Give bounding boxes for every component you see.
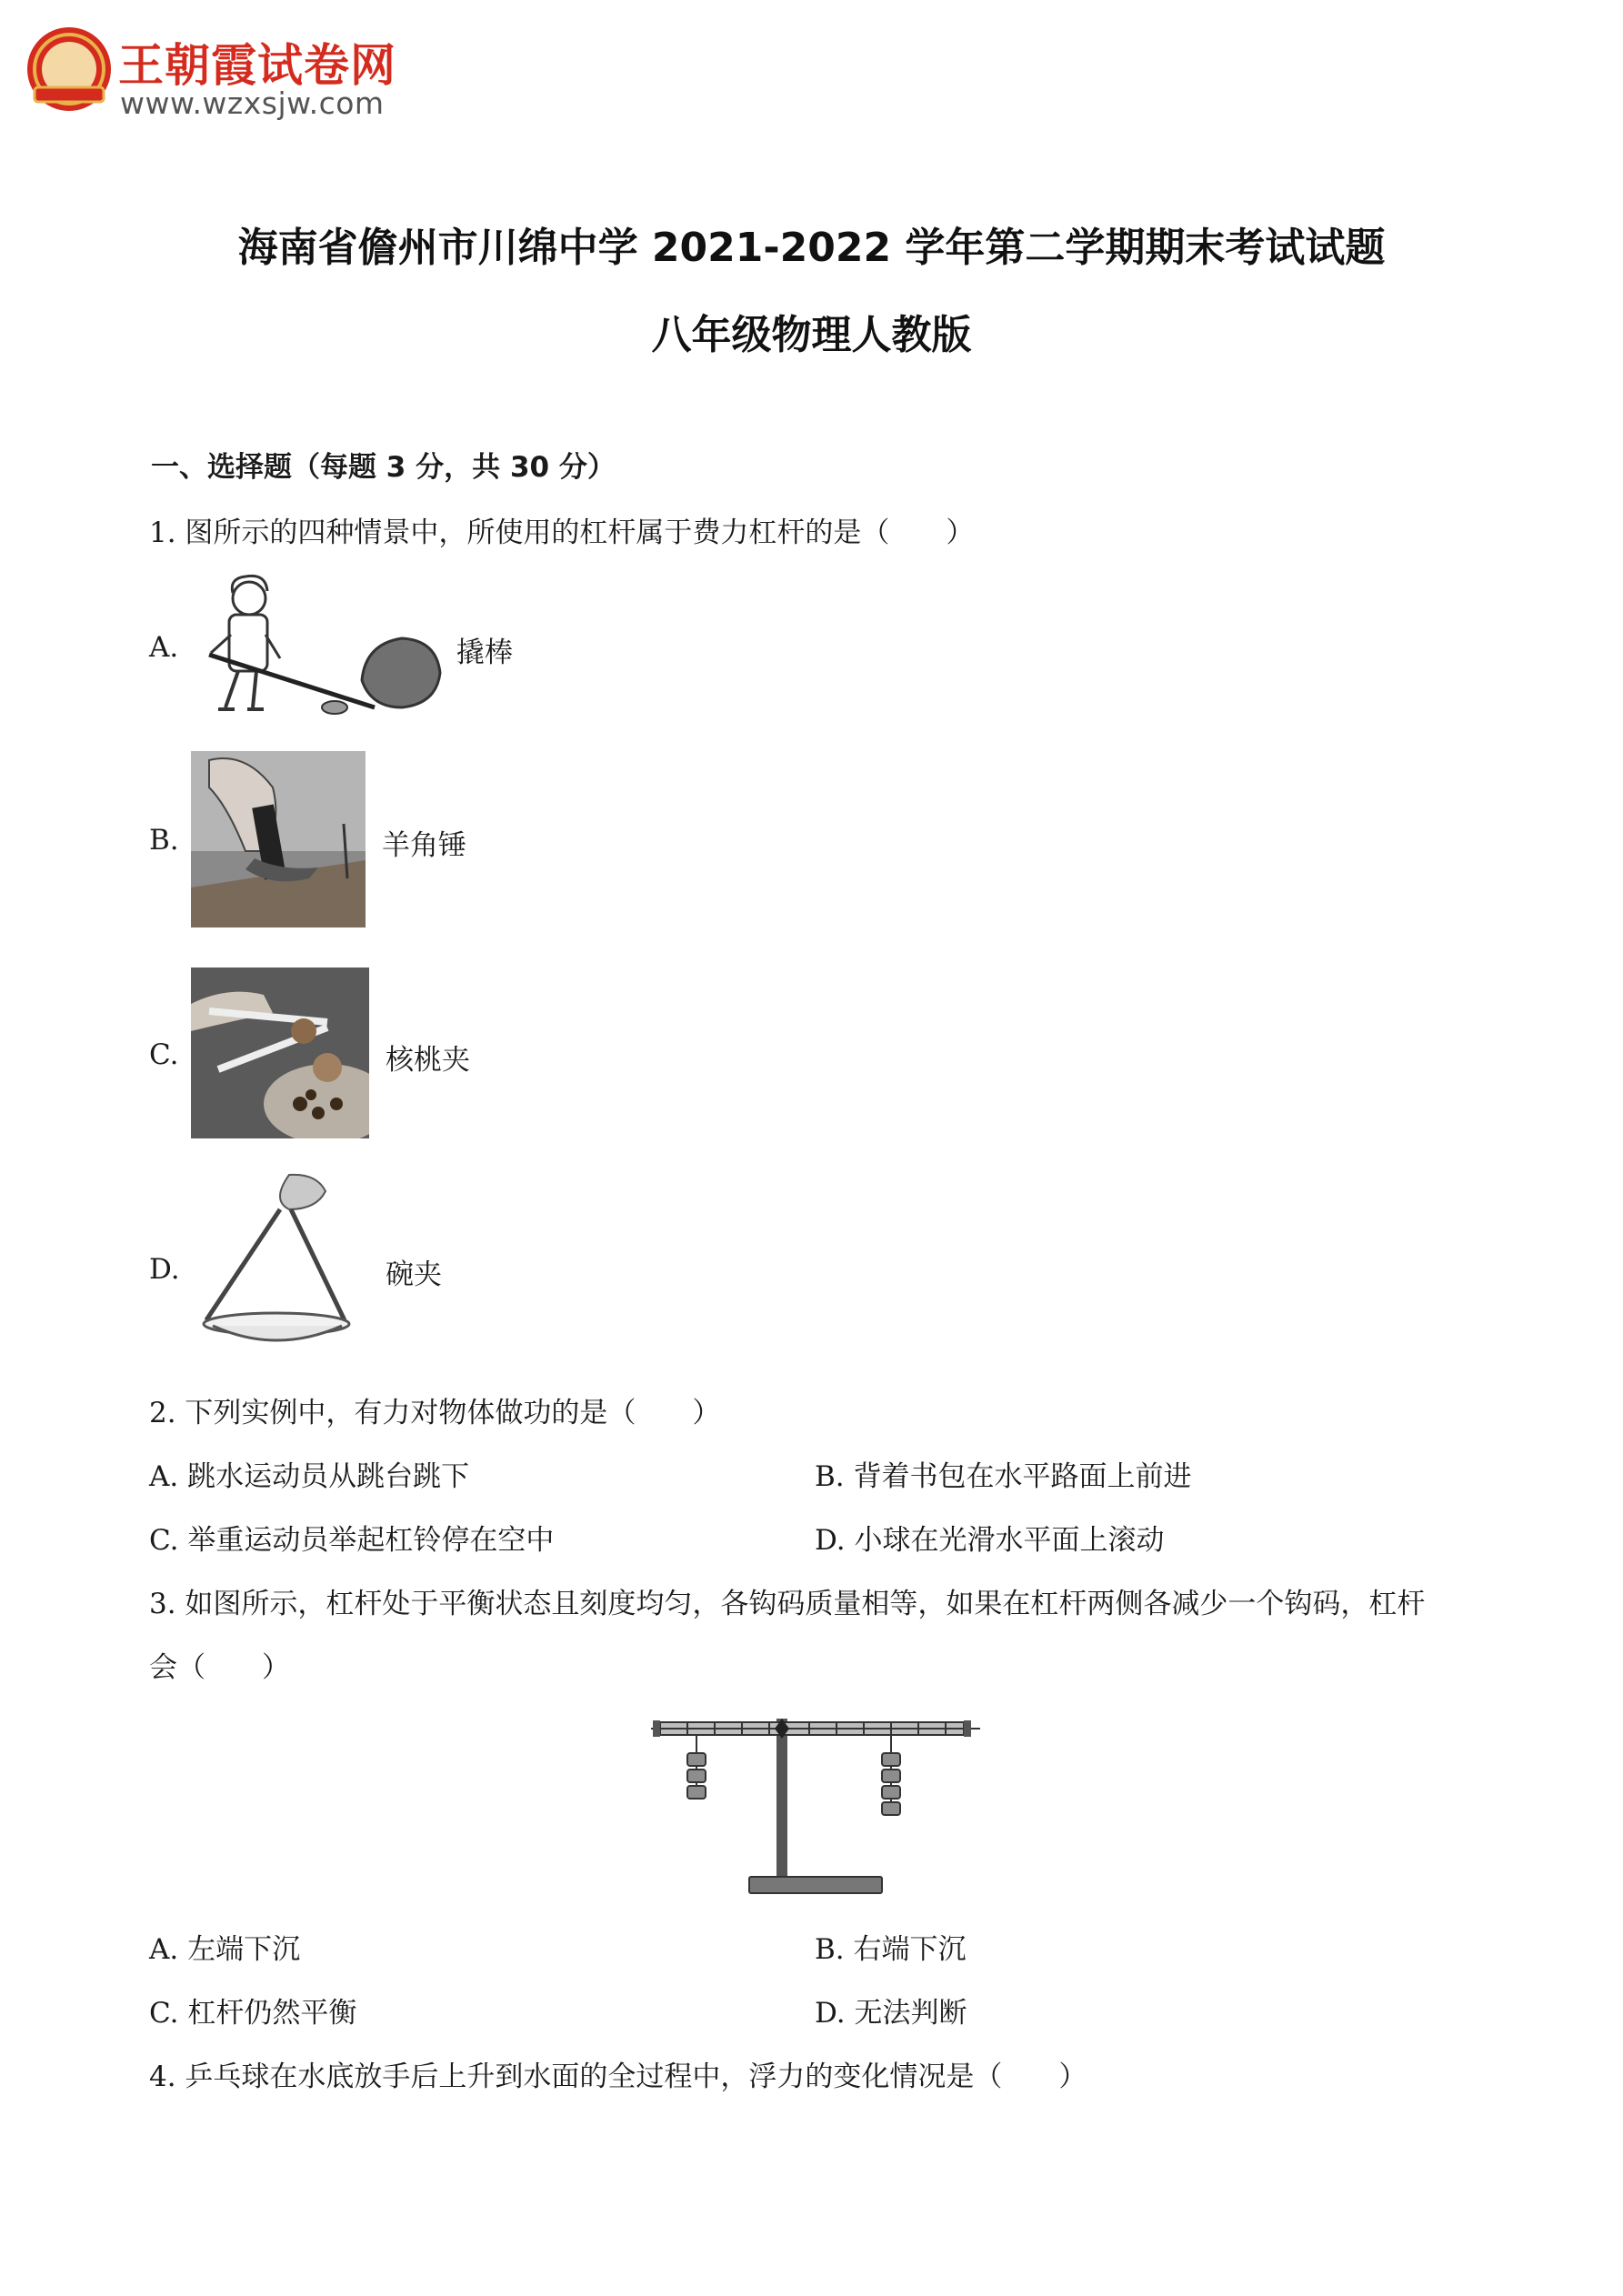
page-subtitle: 八年级物理人教版 [651,312,972,358]
q1-option-a-caption: 撬棒 [456,637,513,669]
q1-option-d-caption: 碗夹 [386,1258,442,1291]
q3-stem-line1: 3. 如图所示，杠杆处于平衡状态且刻度均匀，各钩码质量相等，如果在杠杆两侧各减少一个钩码，杠杆 [149,1588,1426,1620]
q3-stem-line2: 会（ ） [149,1651,290,1684]
q1-option-b-letter: B. [149,824,179,857]
q1-option-c-caption: 核桃夹 [386,1044,470,1077]
q1-stem: 1. 图所示的四种情景中，所使用的杠杆属于费力杠杆的是（ ） [149,516,975,549]
hook-weight [687,1753,706,1766]
q1-option-c-letter: C. [149,1038,179,1071]
q1-option-d-letter: D. [149,1253,180,1286]
q4-stem: 4. 乒乓球在水底放手后上升到水面的全过程中，浮力的变化情况是（ ） [149,2060,1087,2093]
q3-option-d: D. 无法判断 [815,1997,967,2030]
section-heading: 一、选择题（每题 3 分，共 30 分） [151,451,616,484]
q1-option-b-caption: 羊角锤 [382,829,466,862]
hook-weight [687,1770,706,1782]
q2-option-a: A. 跳水运动员从跳台跳下 [149,1460,470,1493]
right-hook-weights [882,1735,900,1815]
q2-option-d: D. 小球在光滑水平面上滚动 [815,1524,1165,1557]
hook-weight [882,1786,900,1799]
q3-option-a: A. 左端下沉 [149,1933,301,1966]
watermark-url: www.wzxsjw.com [120,85,385,121]
watermark-logo [24,24,406,124]
lever-balance-figure [647,1702,984,1899]
seal-icon [24,24,115,115]
q2-option-c: C. 举重运动员举起杠铃停在空中 [149,1524,555,1557]
watermark-brand: 王朝霞试卷网 [118,39,396,92]
nutcracker-photo [191,968,369,1138]
q2-stem: 2. 下列实例中，有力对物体做功的是（ ） [149,1397,721,1429]
q3-option-b: B. 右端下沉 [815,1933,967,1966]
hook-weight [882,1753,900,1766]
crowbar-figure [193,571,446,717]
q2-option-b: B. 背着书包在水平路面上前进 [815,1460,1192,1493]
q1-option-a-letter: A. [149,631,179,664]
left-hook-weights [687,1735,706,1799]
hook-weight [882,1770,900,1782]
page-title: 海南省儋州市川绵中学 2021-2022 学年第二学期期末考试试题 [237,225,1386,271]
claw-hammer-photo [191,751,366,927]
bowl-clip-figure [189,1173,371,1355]
hook-weight [687,1786,706,1799]
q3-option-c: C. 杠杆仍然平衡 [149,1997,357,2030]
hook-weight [882,1802,900,1815]
